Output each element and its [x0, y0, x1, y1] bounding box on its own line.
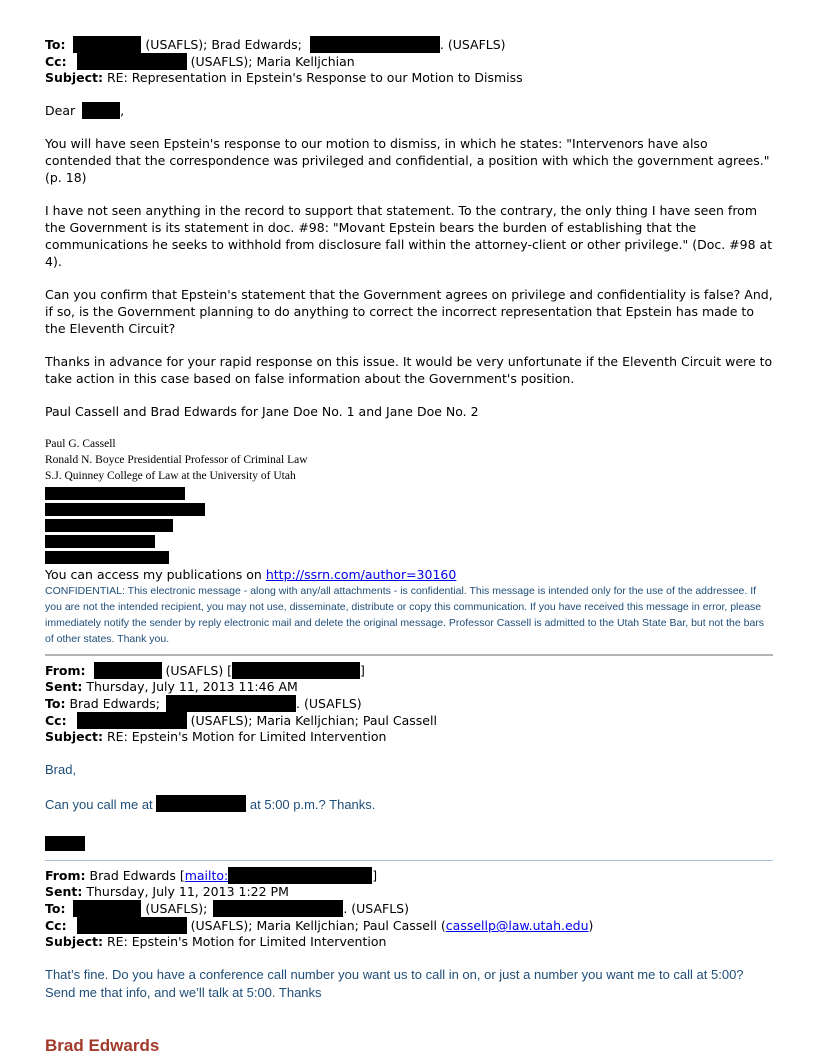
to-text-2: . (USAFLS): [296, 696, 362, 711]
redaction: [213, 900, 343, 917]
divider: [45, 654, 773, 656]
paragraph-3: Can you confirm that Epstein's statement that the Government agrees on privilege and confidentiality is false? And, if so, is the Government planning to do anything to correct the incorrect representation that Epstein has made to the Eleventh Circuit?: [45, 287, 773, 336]
email1-to-line: [45, 36, 773, 53]
email3-cc-line: [45, 917, 773, 934]
to-label: To:: [45, 37, 66, 52]
redaction: [45, 535, 155, 548]
cc-label: Cc:: [45, 918, 67, 933]
cc-email-link[interactable]: cassellp@law.utah.edu: [445, 918, 589, 933]
redaction: [73, 36, 141, 53]
sent-label: Sent:: [45, 884, 83, 899]
redacted-contact-block: [45, 487, 773, 564]
to-text: Brad Edwards;: [69, 696, 161, 711]
redaction: [73, 900, 141, 917]
to-text-2: . (USAFLS): [343, 901, 409, 916]
publications-line: [45, 567, 773, 583]
redaction: [94, 662, 162, 679]
body-text: Can you call me at: [45, 797, 157, 812]
email2-to-line: [45, 695, 773, 712]
sent-text: Thursday, July 11, 2013 1:22 PM: [86, 884, 289, 899]
email2-subject-line: [45, 729, 773, 745]
sent-text: Thursday, July 11, 2013 11:46 AM: [86, 679, 298, 694]
sig-name: Paul G. Cassell: [45, 438, 116, 450]
from-text: (USAFLS) [: [165, 663, 233, 678]
cc-text: (USAFLS); Maria Kelljchian: [190, 54, 355, 69]
subject-text: RE: Epstein's Motion for Limited Intervention: [106, 729, 387, 744]
email3-sent-line: [45, 884, 773, 900]
redaction: [45, 503, 205, 516]
sig-school: S.J. Quinney College of Law at the University of Utah: [45, 470, 296, 482]
publications-text: You can access my publications on: [45, 567, 266, 582]
paragraph-4: Thanks in advance for your rapid response on this issue. It would be very unfortunate if the Eleventh Circuit were to take action in this case based on false information about the Government's position.: [45, 354, 773, 386]
subject-text: RE: Representation in Epstein's Response to our Motion to Dismiss: [106, 70, 523, 85]
email1-cc-line: [45, 53, 773, 70]
redacted-signature: [45, 836, 85, 851]
greeting: [45, 102, 773, 119]
cc-label: Cc:: [45, 713, 67, 728]
subject-text: RE: Epstein's Motion for Limited Intervention: [106, 934, 387, 949]
redaction: [45, 551, 169, 564]
redaction: [45, 487, 185, 500]
to-label: To:: [45, 696, 66, 711]
redaction: [156, 795, 246, 812]
from-label: From:: [45, 868, 86, 883]
email3-signature: Brad Edwards: [45, 1036, 160, 1055]
redaction: [77, 917, 187, 934]
email2-from-line: [45, 662, 773, 679]
redaction: [310, 36, 440, 53]
cc-text: (USAFLS); Maria Kelljchian; Paul Cassell: [190, 713, 437, 728]
subject-label: Subject:: [45, 70, 103, 85]
to-label: To:: [45, 901, 66, 916]
subject-label: Subject:: [45, 729, 103, 744]
greeting-text: Dear: [45, 103, 76, 118]
redaction: [82, 102, 120, 119]
redaction: [228, 867, 372, 884]
paragraph-1: You will have seen Epstein's response to our motion to dismiss, in which he states: "Intervenors have also contended that the correspondence was privileged and confidential, a position with which the government agrees." (p. 18): [45, 136, 770, 185]
sig-title: Ronald N. Boyce Presidential Professor of Criminal Law: [45, 454, 308, 466]
subject-label: Subject:: [45, 934, 103, 949]
cc-label: Cc:: [45, 54, 67, 69]
to-text: (USAFLS); Brad Edwards;: [145, 37, 302, 52]
email3-body: That’s fine. Do you have a conference call number you want us to call in on, or just a number you want me to call at 5:00? Send me that info, and we’ll talk at 5:00. Thanks: [45, 967, 744, 1000]
email2-body: [45, 795, 773, 814]
redaction: [77, 712, 187, 729]
redaction: [166, 695, 296, 712]
email3-from-line: [45, 867, 773, 884]
paragraph-5: Paul Cassell and Brad Edwards for Jane Doe No. 1 and Jane Doe No. 2: [45, 404, 479, 419]
mailto-link[interactable]: mailto:: [184, 868, 229, 883]
email1-subject-line: [45, 70, 773, 86]
email2-header: [45, 662, 773, 745]
confidentiality-notice: CONFIDENTIAL: This electronic message - along with any/all attachments - is confidential. This message is intended only for the use of the addressee. If you are not the intended recipient, you may not use, disseminate, distribute or copy this communication. If you have received this message in error, please immediately notify the sender by reply electronic mail and delete the original message. Professor Cassell is admitted to the Utah State Bar, but not the bars of other states. Thank you.: [45, 585, 765, 645]
from-text: Brad Edwards [: [89, 868, 185, 883]
email3-header: [45, 867, 773, 950]
divider: [45, 860, 773, 861]
cc-text: (USAFLS); Maria Kelljchian; Paul Cassell (: [190, 918, 446, 933]
redaction: [45, 519, 173, 532]
body-text-2: at 5:00 p.m.? Thanks.: [246, 797, 376, 812]
from-close: ]: [360, 663, 365, 678]
email2-sent-line: [45, 679, 773, 695]
email3-to-line: [45, 900, 773, 917]
paragraph-2: I have not seen anything in the record to support that statement. To the contrary, the only thing I have seen from the Government is its statement in doc. #98: "Movant Epstein bears the burden of establishing that the communications he seeks to withhold from disclosure fall within the attorney-client or other privilege." (Doc. #98 at 4).: [45, 203, 773, 269]
from-close: ]: [372, 868, 378, 883]
ssrn-link[interactable]: http://ssrn.com/author=30160: [265, 567, 457, 582]
cc-close: ): [588, 918, 594, 933]
email1-header: [45, 36, 773, 86]
email-document: [45, 36, 773, 1056]
email3-subject-line: [45, 934, 773, 950]
from-label: From:: [45, 663, 86, 678]
email2-cc-line: [45, 712, 773, 729]
redaction: [232, 662, 360, 679]
email2-salutation: Brad,: [45, 762, 77, 777]
redaction: [77, 53, 187, 70]
sent-label: Sent:: [45, 679, 83, 694]
to-text: (USAFLS);: [145, 901, 208, 916]
greeting-comma: ,: [120, 103, 125, 118]
to-text-2: . (USAFLS): [439, 37, 506, 52]
signature-block: [45, 436, 773, 484]
